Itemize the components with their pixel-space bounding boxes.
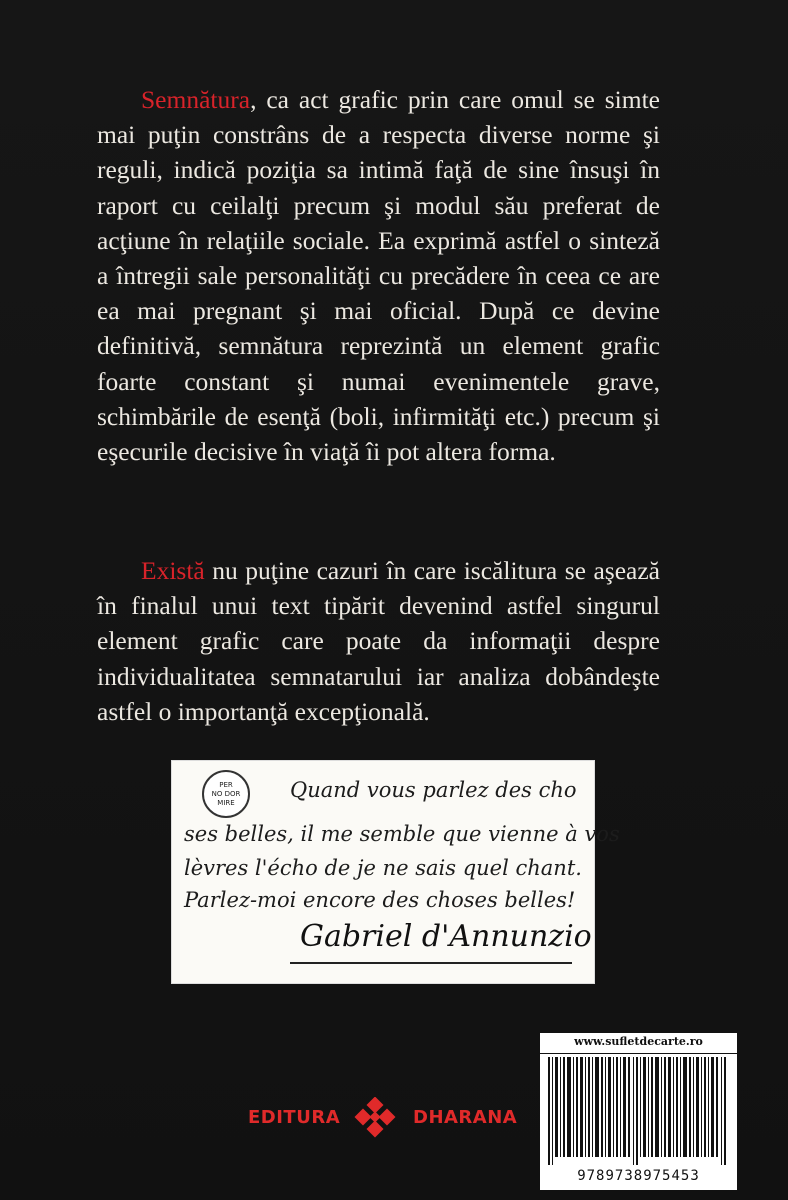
handwriting-line: lèvres l'écho de je ne sais quel chant. bbox=[184, 856, 582, 880]
barcode-icon bbox=[548, 1057, 729, 1165]
accent-word-semnatura: Semnătura bbox=[141, 85, 251, 114]
paragraph-1-body: , ca act grafic prin care omul se simte mai puţin constrâns de a respecta diverse norme şi reguli, indică poziţia sa intimă faţă de sine însuşi în raport cu ceilalţi precum şi modul său preferat de acţiune în relaţiile sociale. Ea exprimă astfel o sinteză a întregii sale personalităţi cu precădere în ceea ce are ea mai pregnant şi mai oficial. După ce devine definitivă, semnătura reprezintă un element grafic foarte constant şi numai evenimentele grave, schimbările de esenţă (boli, infirmităţi etc.) precum şi eşecurile decisive în viaţă îi pot altera forma. bbox=[97, 85, 660, 467]
publisher-name-right: DHARANA bbox=[413, 1107, 518, 1128]
paragraph-exista bbox=[97, 553, 660, 729]
signature: Gabriel d'Annunzio bbox=[300, 919, 592, 954]
website-url: www.sufletdecarte.ro bbox=[574, 1035, 703, 1048]
barcode-label bbox=[540, 1033, 737, 1190]
handwriting-line: Parlez-moi encore des choses belles! bbox=[184, 888, 576, 912]
paragraph-signature bbox=[97, 82, 660, 469]
seal-text-line: PER bbox=[219, 780, 233, 789]
accent-word-exista: Există bbox=[141, 556, 205, 585]
seal-text-line: NO DOR bbox=[211, 789, 241, 798]
seal-stamp bbox=[202, 770, 250, 818]
seal-text-line: MIRE bbox=[217, 798, 235, 807]
publisher-name-left: EDITURA bbox=[248, 1107, 341, 1128]
handwriting-line: Quand vous parlez des cho bbox=[290, 778, 577, 802]
isbn-number: 9789738975453 bbox=[577, 1168, 700, 1184]
signature-underline bbox=[290, 962, 572, 964]
barcode-divider bbox=[540, 1053, 737, 1054]
publisher-logo-icon bbox=[352, 1097, 398, 1141]
paragraph-2-body: nu puţine cazuri în care iscălitura se aşează în finalul unui text tipărit devenind astfel singurul element grafic care poate da informaţii despre individualitatea semnatarului iar analiza dobândeşte astfel o importanţă excepţională. bbox=[97, 556, 660, 726]
handwriting-line: ses belles, il me semble que vienne à vos bbox=[184, 822, 620, 846]
publisher-mark bbox=[248, 1095, 528, 1141]
handwritten-quote-card bbox=[171, 760, 620, 984]
